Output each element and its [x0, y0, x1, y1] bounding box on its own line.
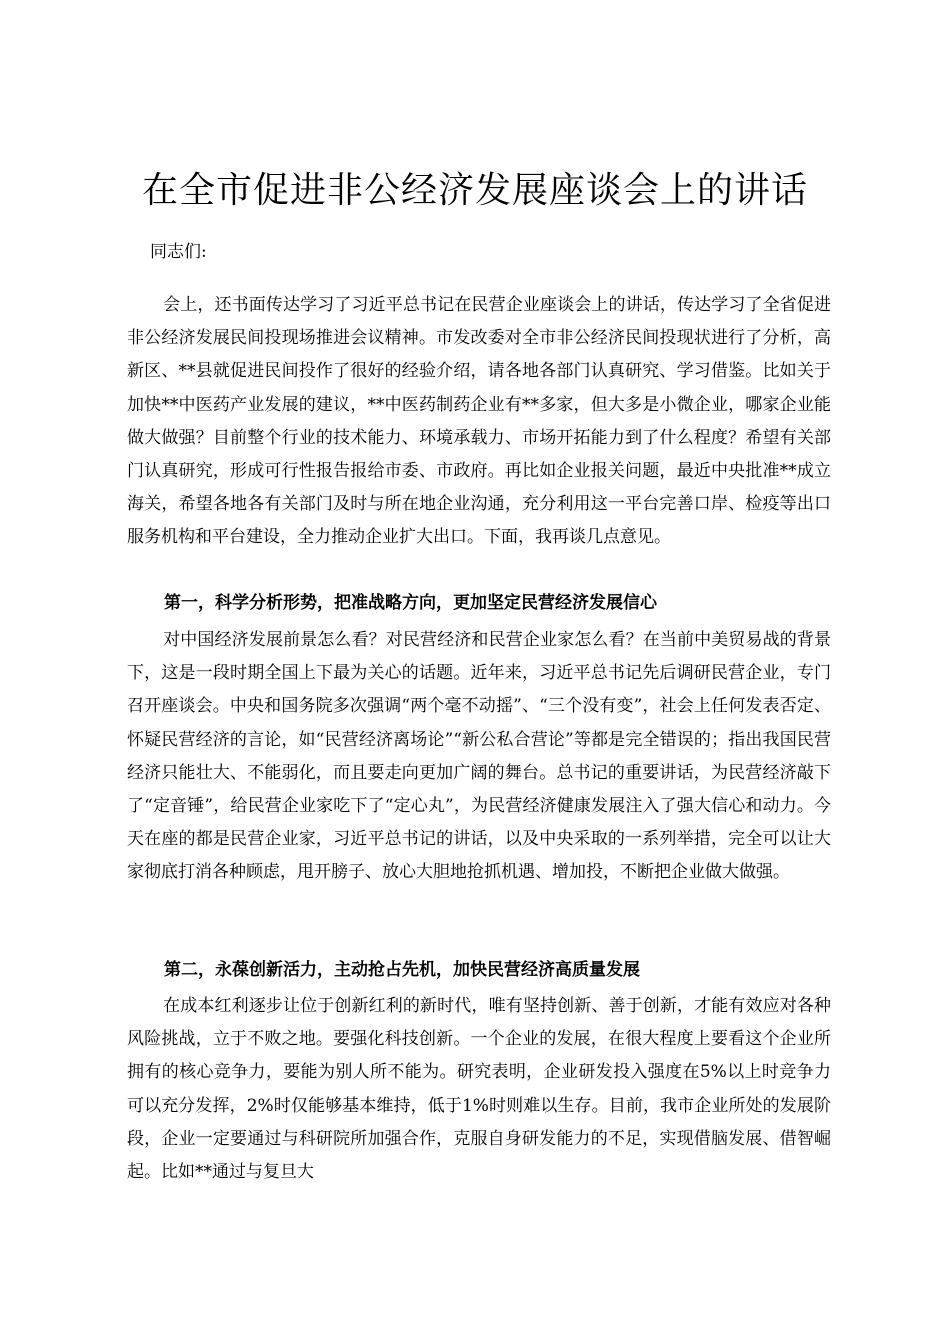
paragraph-section-two [127, 990, 831, 1189]
paragraph-section-two-text: 在成本红利逐步让位于创新红利的新时代，唯有坚持创新、善于创新，才能有效应对各种风险挑战，立于不败之地。要强化科技创新。一个企业的发展，在很大程度上要看这个企业所拥有的核心竞争力，要能为别人所不能为。研究表明，企业研发投入强度在5%以上时竞争力可以充分发挥，2%时仅能够基本维持，低于1%时则难以生存。目前，我市企业所处的发展阶段，企业一定要通过与科研院所加强合作，克服自身研发能力的不足，实现借脑发展、借智崛起。比如**通过与复旦大 [127, 996, 831, 1183]
paragraph-intro [127, 289, 831, 555]
document-title: 在全市促进非公经济发展座谈会上的讲话 [141, 170, 808, 211]
paragraph-section-one-text: 对中国经济发展前景怎么看？对民营经济和民营企业家怎么看？在当前中美贸易战的背景下，这是一段时期全国上下最为关心的话题。近年来，习近平总书记先后调研民营企业，专门召开座谈会。中央和国务院多次强调“两个毫不动摇”、“三个没有变”，社会上任何发表否定、怀疑民营经济的言论，如“民营经济离场论”“新公私合营论”等都是完全错误的；指出我国民营经济只能壮大、不能弱化，而且要走向更加广阔的舞台。总书记的重要讲话，为民营经济敲下了“定音锤”，给民营企业家吃下了“定心丸”，为民营经济健康发展注入了强大信心和动力。今天在座的都是民营企业家，习近平总书记的讲话，以及中央采取的一系列举措，完全可以让大家彻底打消各种顾虑，甩开膀子、放心大胆地抢抓机遇、增加投，不断把企业做大做强。 [127, 630, 831, 883]
section-heading-first: 第一，科学分析形势，把准战略方向，更加坚定民营经济发展信心 [164, 593, 657, 613]
paragraph-section-one [127, 624, 831, 890]
paragraph-intro-text: 会上，还书面传达学习了习近平总书记在民营企业座谈会上的讲话，传达学习了全省促进非公经济发展民间投现场推进会议精神。市发改委对全市非公经济民间投现状进行了分析，高新区、**县就促进民间投作了很好的经验介绍，请各地各部门认真研究、学习借鉴。比如关于加快**中医药产业发展的建议，**中医药制药企业有**多家，但大多是小微企业，哪家企业能做大做强？目前整个行业的技术能力、环境承载力、市场开拓能力到了什么程度？希望有关部门认真研究，形成可行性报告报给市委、市政府。再比如企业报关问题，最近中央批准**成立海关，希望各地各有关部门及时与所在地企业沟通，充分利用这一平台完善口岸、检疫等出口服务机构和平台建设，全力推动企业扩大出口。下面，我再谈几点意见。 [127, 295, 831, 548]
salutation: 同志们: [150, 242, 207, 262]
section-heading-second: 第二，永葆创新活力，主动抢占先机，加快民营经济高质量发展 [164, 960, 640, 980]
